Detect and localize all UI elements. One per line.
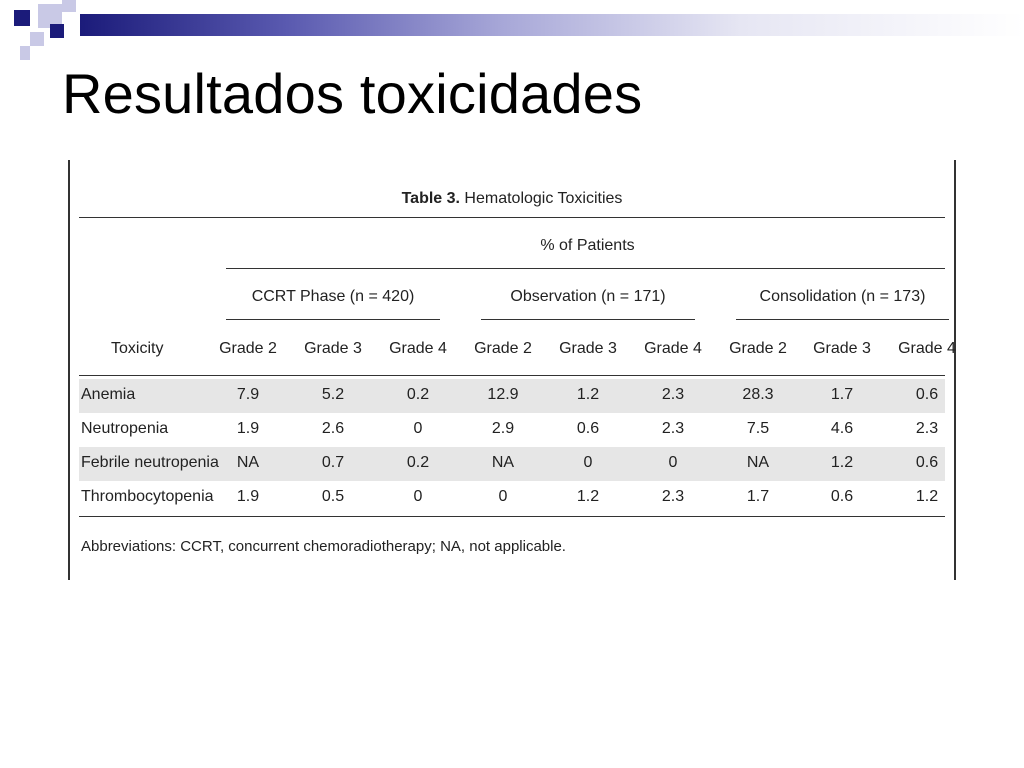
rule — [79, 375, 945, 376]
row-label: Thrombocytopenia — [81, 488, 214, 505]
slide-title: Resultados toxicidades — [62, 62, 643, 125]
decorative-square — [62, 0, 76, 12]
table-cell: 1.9 — [236, 420, 260, 437]
group-header-consolidation: Consolidation (n = 173) — [759, 288, 926, 305]
table-cell: 2.6 — [321, 420, 345, 437]
table-cell: NA — [491, 454, 515, 471]
group-header-observation: Observation (n = 171) — [510, 288, 666, 305]
table-caption — [79, 190, 945, 208]
table-cell: 1.2 — [576, 488, 600, 505]
table-caption-text: Hematologic Toxicities — [464, 190, 623, 207]
rule — [79, 217, 945, 218]
decorative-square — [50, 24, 64, 38]
decorative-square — [30, 32, 44, 46]
table-cell: 0.6 — [915, 454, 939, 471]
supergroup-header: % of Patients — [540, 237, 635, 254]
table-cell: 0.7 — [321, 454, 345, 471]
title-accent-bar — [80, 14, 1024, 36]
grade-header: Grade 2 — [729, 340, 787, 357]
decorative-square — [20, 46, 30, 60]
table-cell: 5.2 — [321, 386, 345, 403]
rule — [481, 319, 695, 320]
table-caption-label: Table 3. — [401, 190, 460, 207]
table-cell: NA — [236, 454, 260, 471]
grade-header: Grade 4 — [389, 340, 447, 357]
table-cell: 2.3 — [661, 420, 685, 437]
row-label: Febrile neutropenia — [81, 454, 219, 471]
table-cell: 2.3 — [915, 420, 939, 437]
grade-header: Grade 4 — [898, 340, 956, 357]
table-cell: 12.9 — [487, 386, 519, 403]
table-cell: 28.3 — [742, 386, 774, 403]
table-cell: 0 — [583, 454, 593, 471]
table-cell: 1.2 — [576, 386, 600, 403]
rule — [226, 268, 945, 269]
table-cell: 1.7 — [830, 386, 854, 403]
table-footnote: Abbreviations: CCRT, concurrent chemoradiotherapy; NA, not applicable. — [81, 538, 566, 555]
table-cell: 2.3 — [661, 488, 685, 505]
table-cell: 1.2 — [830, 454, 854, 471]
grade-header: Grade 4 — [644, 340, 702, 357]
table-cell: 2.9 — [491, 420, 515, 437]
table-cell: 1.7 — [746, 488, 770, 505]
grade-header: Grade 3 — [559, 340, 617, 357]
table-cell: 7.5 — [746, 420, 770, 437]
table-figure — [68, 160, 956, 580]
table-cell: 1.9 — [236, 488, 260, 505]
table-cell: 0.6 — [830, 488, 854, 505]
decorative-square — [14, 10, 30, 26]
table-cell: 7.9 — [236, 386, 260, 403]
table-cell: 0.5 — [321, 488, 345, 505]
rule — [226, 319, 440, 320]
grade-header: Grade 2 — [474, 340, 532, 357]
rule — [79, 516, 945, 517]
grade-header: Grade 3 — [304, 340, 362, 357]
table-cell: 0 — [498, 488, 508, 505]
table-cell: 0 — [668, 454, 678, 471]
table-cell: NA — [746, 454, 770, 471]
table-cell: 4.6 — [830, 420, 854, 437]
table-cell: 2.3 — [661, 386, 685, 403]
row-label: Anemia — [81, 386, 136, 403]
table-cell: 0 — [413, 420, 423, 437]
table-cell: 1.2 — [915, 488, 939, 505]
grade-header: Grade 2 — [219, 340, 277, 357]
row-header: Toxicity — [111, 340, 164, 357]
group-header-ccrt: CCRT Phase (n = 420) — [251, 288, 415, 305]
table-cell: 0.2 — [406, 454, 430, 471]
table-cell: 0.2 — [406, 386, 430, 403]
table-cell: 0.6 — [915, 386, 939, 403]
rule — [736, 319, 949, 320]
grade-header: Grade 3 — [813, 340, 871, 357]
toxicity-table — [79, 160, 956, 580]
table-cell: 0 — [413, 488, 423, 505]
table-cell: 0.6 — [576, 420, 600, 437]
row-label: Neutropenia — [81, 420, 169, 437]
